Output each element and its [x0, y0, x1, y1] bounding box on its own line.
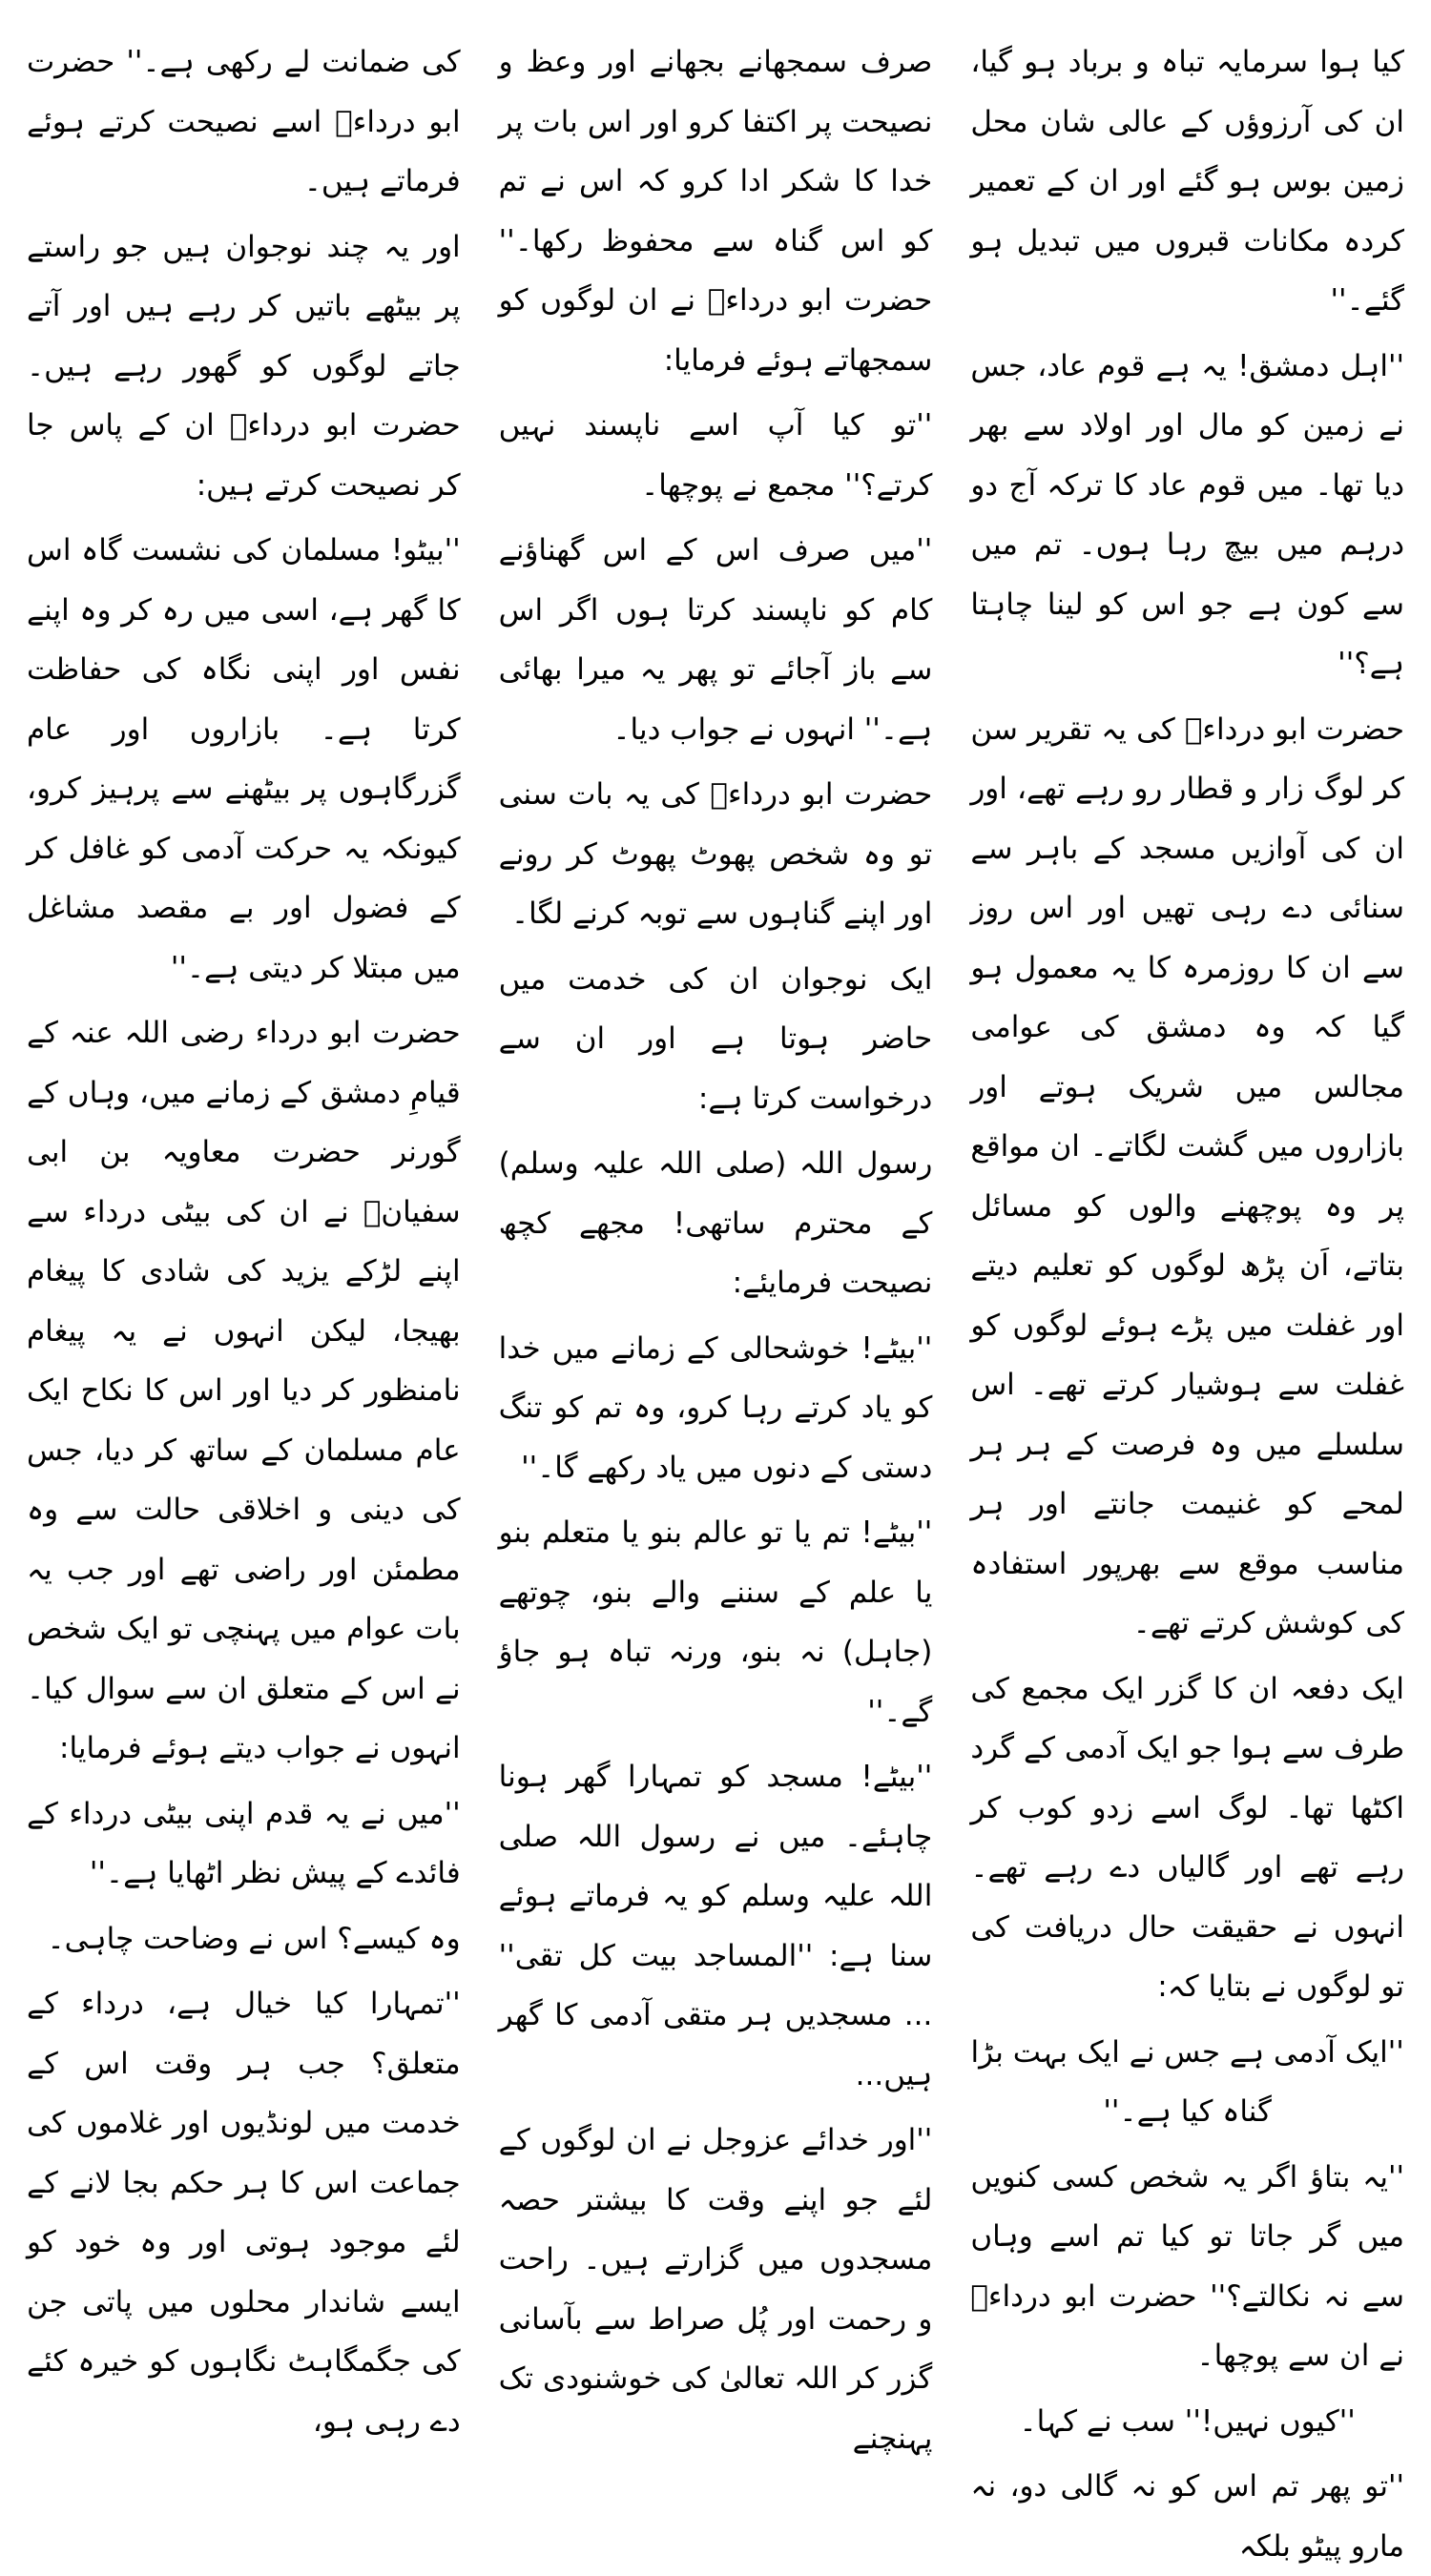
- paragraph: ''میں صرف اس کے اس گھناؤنے کام کو ناپسند کرتا ہوں اگر اس سے باز آجائے تو پھر یہ میرا بھائی ہے۔'' انہوں نے جواب دیا۔: [498, 533, 933, 747]
- paragraph: اور یہ چند نوجوان ہیں جو راستے پر بیٹھے باتیں کر رہے ہیں اور آتے جاتے لوگوں کو گھور رہے ہیں۔ حضرت ابو درداءؓ ان کے پاس جا کر نصیحت کرتے ہیں:: [26, 229, 461, 503]
- paragraph: ''میں نے یہ قدم اپنی بیٹی درداء کے فائدے کے پیش نظر اٹھایا ہے۔'': [26, 1796, 461, 1890]
- paragraph: ''بیٹو! مسلمان کی نشست گاہ اس کا گھر ہے، اسی میں رہ کر وہ اپنے نفس اور اپنی نگاہ کی حفاظت کرتا ہے۔ بازاروں اور عام گزرگاہوں پر بیٹھنے سے پرہیز کرو، کیونکہ یہ حرکت آدمی کو غافل کر کے فضول اور بے مقصد مشاغل میں مبتلا کر دیتی ہے۔'': [26, 533, 461, 985]
- paragraph: ''اہل دمشق! یہ ہے قوم عاد، جس نے زمین کو مال اور اولاد سے بھر دیا تھا۔ میں قوم عاد کا ترکہ آج دو درہم میں بیچ رہا ہوں۔ تم میں سے کون ہے جو اس کو لینا چاہتا ہے؟'': [970, 348, 1404, 681]
- paragraph: صرف سمجھانے بجھانے اور وعظ و نصیحت پر اکتفا کرو اور اس بات پر خدا کا شکر ادا کرو کہ اس نے تم کو اس گناہ سے محفوظ رکھا۔'' حضرت ابو درداءؓ نے ان لوگوں کو سمجھاتے ہوئے فرمایا:: [498, 45, 933, 378]
- paragraph: حضرت ابو درداءؓ کی یہ بات سنی تو وہ شخص پھوٹ پھوٹ کر رونے اور اپنے گناہوں سے توبہ کرنے لگا۔: [498, 777, 933, 931]
- paragraph: ''بیٹے! خوشحالی کے زمانے میں خدا کو یاد کرتے رہا کرو، وہ تم کو تنگ دستی کے دنوں میں یاد رکھے گا۔'': [498, 1330, 933, 1485]
- paragraph: ''ایک آدمی ہے جس نے ایک بہت بڑا گناہ کیا ہے۔'': [970, 2034, 1404, 2129]
- paragraph: ایک دفعہ ان کا گزر ایک مجمع کی طرف سے ہوا جو ایک آدمی کے گرد اکٹھا تھا۔ لوگ اسے زدو کوب کر رہے تھے اور گالیاں دے رہے تھے۔ انہوں نے حقیقت حال دریافت کی تو لوگوں نے بتایا کہ:: [970, 1671, 1404, 2004]
- paragraph: حضرت ابو درداء رضی اللہ عنہ کے قیامِ دمشق کے زمانے میں، وہاں کے گورنر حضرت معاویہ بن ابی سفیانؓ نے ان کی بیٹی درداء سے اپنے لڑکے یزید کی شادی کا پیغام بھیجا، لیکن انہوں نے یہ پیغام نامنظور کر دیا اور اس کا نکاح ایک عام مسلمان کے ساتھ کر دیا، جس کی دینی و اخلاقی حالت سے وہ مطمئن اور راضی تھے اور جب یہ بات عوام میں پہنچی تو ایک شخص نے اس کے متعلق ان سے سوال کیا۔ انہوں نے جواب دیتے ہوئے فرمایا:: [26, 1016, 461, 1765]
- paragraph: ''اور خدائے عزوجل نے ان لوگوں کے لئے جو اپنے وقت کا بیشتر حصہ مسجدوں میں گزارتے ہیں۔ راحت و رحمت اور پُل صراط سے بآسانی گزر کر اللہ تعالیٰ کی خوشنودی تک پہنچنے: [498, 2123, 933, 2456]
- paragraph: ایک نوجوان ان کی خدمت میں حاضر ہوتا ہے اور ان سے درخواست کرتا ہے:: [498, 961, 933, 1116]
- paragraph: ''یہ بتاؤ اگر یہ شخص کسی کنویں میں گر جاتا تو کیا تم اسے وہاں سے نہ نکالتے؟'' حضرت ابو درداءؓ نے ان سے پوچھا۔: [970, 2159, 1404, 2373]
- column-middle: [498, 32, 933, 2456]
- paragraph: حضرت ابو درداءؓ کی یہ تقریر سن کر لوگ زار و قطار رو رہے تھے، اور ان کی آوازیں مسجد کے باہر سے سنائی دے رہی تھیں اور اس روز سے ان کا روزمرہ کا یہ معمول ہو گیا کہ وہ دمشق کی عوامی مجالس میں شریک ہوتے اور بازاروں میں گشت لگاتے۔ ان مواقع پر وہ پوچھنے والوں کو مسائل بتاتے، اَن پڑھ لوگوں کو تعلیم دیتے اور غفلت میں پڑے ہوئے لوگوں کو غفلت سے ہوشیار کرتے تھے۔ اس سلسلے میں وہ فرصت کے ہر ہر لمحے کو غنیمت جانتے اور ہر مناسب موقع سے بھرپور استفادہ کی کوشش کرتے تھے۔: [970, 711, 1404, 1640]
- paragraph: ''تمہارا کیا خیال ہے، درداء کے متعلق؟ جب ہر وقت اس کے خدمت میں لونڈیوں اور غلاموں کی جماعت اس کا ہر حکم بجا لانے کے لئے موجود ہوتی اور وہ خود کو ایسے شاندار محلوں میں پاتی جن کی جگمگاہٹ نگاہوں کو خیرہ کئے دے رہی ہو،: [26, 1987, 461, 2439]
- paragraph: ''تو کیا آپ اسے ناپسند نہیں کرتے؟'' مجمع نے پوچھا۔: [498, 408, 933, 503]
- column-left: [26, 32, 461, 2439]
- paragraph: کیا ہوا سرمایہ تباہ و برباد ہو گیا، ان کی آرزوؤں کے عالی شان محل زمین بوس ہو گئے اور ان کے تعمیر کردہ مکانات قبروں میں تبدیل ہو گئے۔'': [970, 45, 1404, 318]
- text-columns: [26, 32, 1404, 2564]
- column-right: [970, 32, 1404, 2564]
- paragraph: رسول اللہ (صلی اللہ علیہ وسلم) کے محترم ساتھی! مجھے کچھ نصیحت فرمایئے:: [498, 1146, 933, 1300]
- paragraph: ''تو پھر تم اس کو نہ گالی دو، نہ مارو پیٹو بلکہ: [970, 2469, 1404, 2564]
- paragraph: کی ضمانت لے رکھی ہے۔'' حضرت ابو درداءؓ اسے نصیحت کرتے ہوئے فرماتے ہیں۔: [26, 45, 461, 198]
- paragraph: ''بیٹے! مسجد کو تمہارا گھر ہونا چاہئے۔ میں نے رسول اللہ صلی اللہ علیہ وسلم کو یہ فرماتے ہوئے سنا ہے: ''المساجد بیت کل تقی'' ... مسجدیں ہر متقی آدمی کا گھر ہیں...: [498, 1760, 933, 2092]
- paragraph: ''بیٹے! تم یا تو عالم بنو یا متعلم بنو یا علم کے سننے والے بنو، چوتھے (جاہل) نہ بنو، ورنہ تباہ ہو جاؤ گے۔'': [498, 1515, 933, 1729]
- paragraph: ''کیوں نہیں!'' سب نے کہا۔: [1019, 2403, 1356, 2439]
- paragraph: وہ کیسے؟ اس نے وضاحت چاہی۔: [47, 1921, 461, 1956]
